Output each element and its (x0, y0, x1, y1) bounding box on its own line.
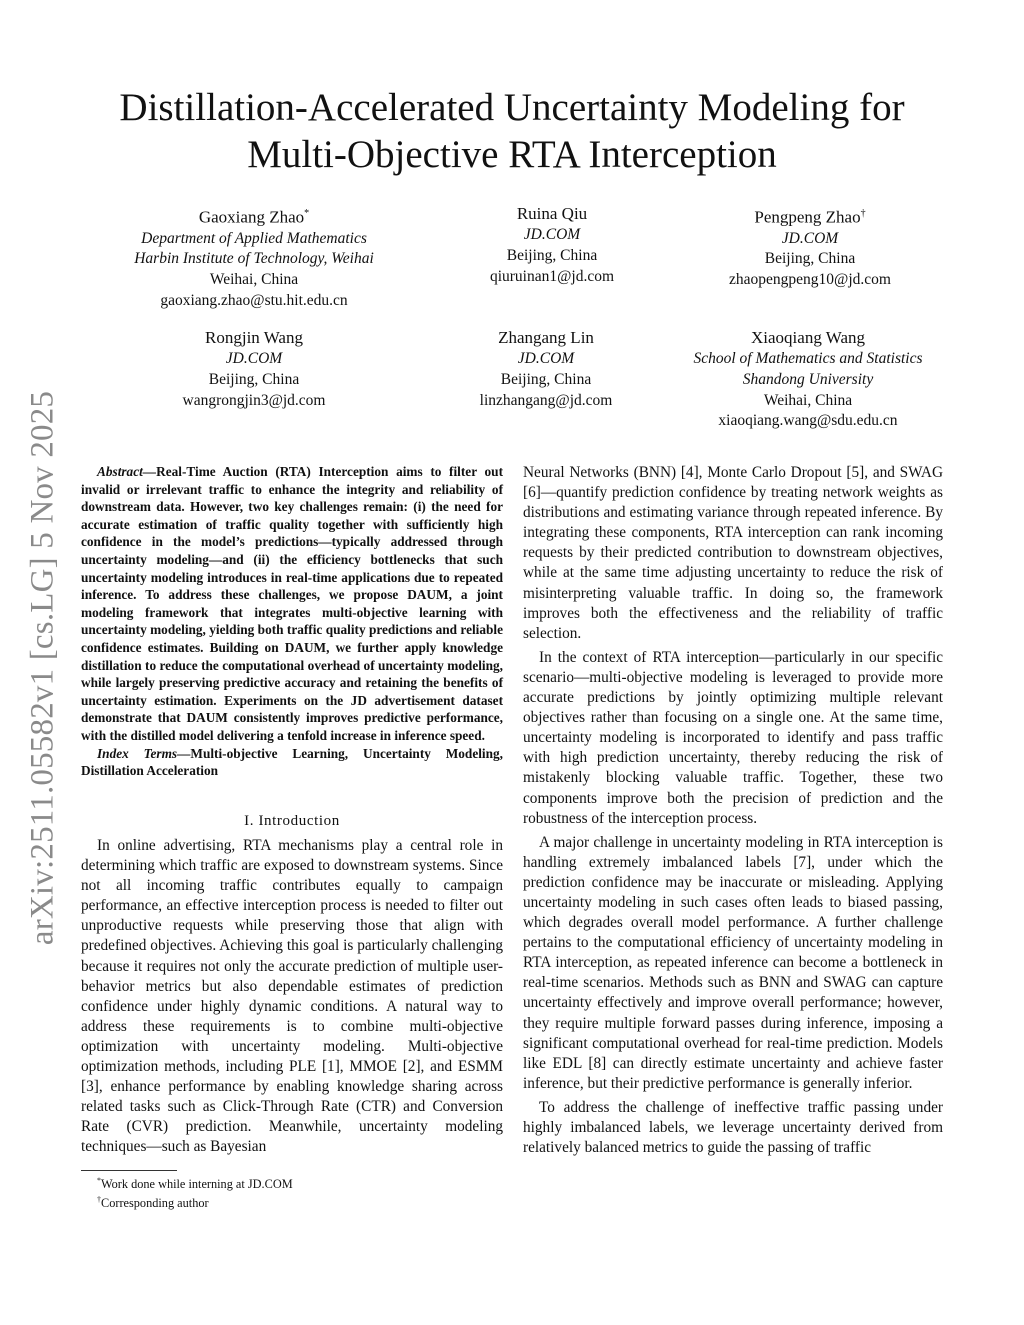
index-terms-label: Index Terms— (97, 745, 191, 761)
abstract-label: Abstract— (97, 464, 157, 479)
paper-title (80, 84, 944, 178)
author-city: Weihai, China (763, 391, 853, 409)
footnotes (81, 1170, 503, 1211)
author-email: qiuruinan1@jd.com (489, 267, 615, 285)
author-name: Xiaoqiang Wang (751, 328, 865, 347)
author-city: Beijing, China (208, 370, 300, 388)
author-department: School of Mathematics and Statistics (693, 350, 923, 367)
author-block (104, 203, 404, 312)
author-name: Ruina Qiu (516, 204, 588, 223)
author-department: JD.COM (781, 229, 839, 247)
section-heading-introduction: I. Introduction (244, 813, 340, 829)
paragraph: A major challenge in uncertainty modeling in RTA interception is handling extremely imbalanced labels [7], under which the prediction confidence may be inaccurate or misleading. Applying uncertainty modeling in such cases often leads to biased passing, which degrades overall model performance. A further challenge pertains to the computational efficiency of uncertainty modeling in RTA interception, as repeated inference can become a bottleneck in real-time scenarios. Methods such as BNN and SWAG can capture uncertainty effectively and improve overall performance; however, they require multiple forward passes during inference, imposing a significant computational overhead for real-time prediction. Models like EDL [8] can directly estimate uncertainty and achieve faster inference, but their predictive performance is generally inferior. (523, 833, 943, 1092)
author-city: Weihai, China (209, 271, 299, 289)
author-block (412, 203, 692, 287)
author-email: wangrongjin3@jd.com (182, 391, 326, 409)
index-terms-text: Multi-objective Learning, Uncertainty Modeling, Distillation Acceleration (81, 745, 503, 779)
abstract-text: Real-Time Auction (RTA) Interception aims to filter out invalid or irrelevant traffic to enhance the integrity and reliability of downstream data. However, two key challenges remain: (i) the need for accurate estimation of traffic quality together with sufficiently high confidence in the model’s predictions—typically addressed through uncertainty modeling—and (ii) the efficiency bottlenecks that such uncertainty modeling introduces in real-time applications due to repeated inference. To address these challenges, we propose DAUM, a joint modeling framework that integrates multi-objective learning with uncertainty modeling, yielding both traffic quality predictions and reliable confidence estimates. Building on DAUM, we further apply knowledge distillation to reduce the computational overhead of uncertainty modeling, while largely preserving predictive accuracy and retaining the benefits of uncertainty estimation. Experiments on the JD advertisement dataset demonstrate that DAUM consistently improves predictive performance, with the distilled model delivering a tenfold increase in inference speed. (81, 464, 503, 743)
paragraph: In online advertising, RTA mechanisms play a central role in determining which traffic are exposed to downstream systems. Since not all incoming traffic contributes equally to campaign performance, an effective interception process is needed to filter out unproductive requests while preserving those that align with predefined objectives. Achieving this goal is particularly challenging because it requires not only the accurate prediction of multiple user-behavior metrics but also dependable estimates of prediction confidence under highly dynamic conditions. A natural way to address these requirements is to combine multi-objective optimization with uncertainty modeling. Multi-objective optimization methods, including PLE [1], MMOE [2], and ESMM [3], enhance performance by enabling knowledge sharing across related tasks such as Click-Through Rate (CTR) and Conversion Rate (CVR) prediction. Meanwhile, uncertainty modeling techniques—such as Bayesian (81, 837, 503, 1156)
abstract (81, 463, 503, 780)
author-department: JD.COM (225, 350, 283, 367)
author-name: Rongjin Wang (205, 328, 303, 347)
footnote: †Corresponding author (97, 1195, 209, 1211)
title-line-1: Distillation-Accelerated Uncertainty Modeling for (119, 86, 905, 129)
arxiv-identifier-stamp (18, 378, 68, 958)
author-email: linzhangang@jd.com (479, 391, 613, 409)
author-email: xiaoqiang.wang@sdu.edu.cn (718, 412, 898, 430)
author-institution: Shandong University (742, 370, 874, 388)
author-city: Beijing, China (500, 370, 592, 388)
author-city: Beijing, China (764, 250, 856, 268)
author-name: Gaoxiang Zhao* (198, 207, 310, 227)
paragraph: To address the challenge of ineffective traffic passing under highly imbalanced labels, we leverage uncertainty derived from relatively balanced metrics to guide the passing of traffic (523, 1098, 943, 1157)
author-city: Beijing, China (506, 246, 598, 264)
author-department: JD.COM (523, 226, 581, 243)
footnote-rule (81, 1170, 177, 1171)
footnote: *Work done while interning at JD.COM (97, 1176, 293, 1192)
title-line-2: Multi-Objective RTA Interception (247, 133, 777, 176)
abstract-paragraph (81, 463, 503, 745)
author-block (104, 327, 404, 411)
author-block (406, 327, 686, 411)
index-terms (81, 745, 503, 780)
author-institution: Harbin Institute of Technology, Weihai (134, 250, 374, 268)
author-email: zhaopengpeng10@jd.com (729, 271, 891, 289)
paragraph: Neural Networks (BNN) [4], Monte Carlo Dropout [5], and SWAG [6]—quantify prediction confidence by treating network weights as distributions and estimating variance through repeated inference. By integrating these components, RTA interception can rank incoming requests by their predicted contribution to downstream objectives, while at the same time adjusting uncertainty to reduce the risk of misinterpreting valuable traffic. In doing so, the framework improves both the effectiveness and the reliability of traffic selection. (523, 464, 943, 642)
author-department: Department of Applied Mathematics (141, 229, 367, 247)
author-name: Zhangang Lin (498, 328, 594, 347)
left-column-body (81, 836, 503, 1158)
author-name: Pengpeng Zhao† (754, 207, 866, 227)
author-block (668, 327, 948, 432)
right-column-body (523, 463, 943, 1162)
author-block (670, 203, 950, 291)
author-email: gaoxiang.zhao@stu.hit.edu.cn (160, 292, 348, 310)
author-department: JD.COM (517, 350, 575, 367)
arxiv-identifier-text: arXiv:2511.05582v1 [cs.LG] 5 Nov 2025 (24, 390, 61, 946)
paragraph: In the context of RTA interception—particularly in our specific scenario—multi-objective modeling is leveraged to provide more accurate predictions by jointly optimizing multiple relevant objectives rather than focusing on a single one. At the same time, uncertainty modeling is incorporated to identify and pass traffic with high prediction uncertainty, thereby reducing the risk of mistakenly blocking valuable traffic. Together, these two components improve both the precision of prediction and the robustness of the interception process. (523, 648, 943, 827)
